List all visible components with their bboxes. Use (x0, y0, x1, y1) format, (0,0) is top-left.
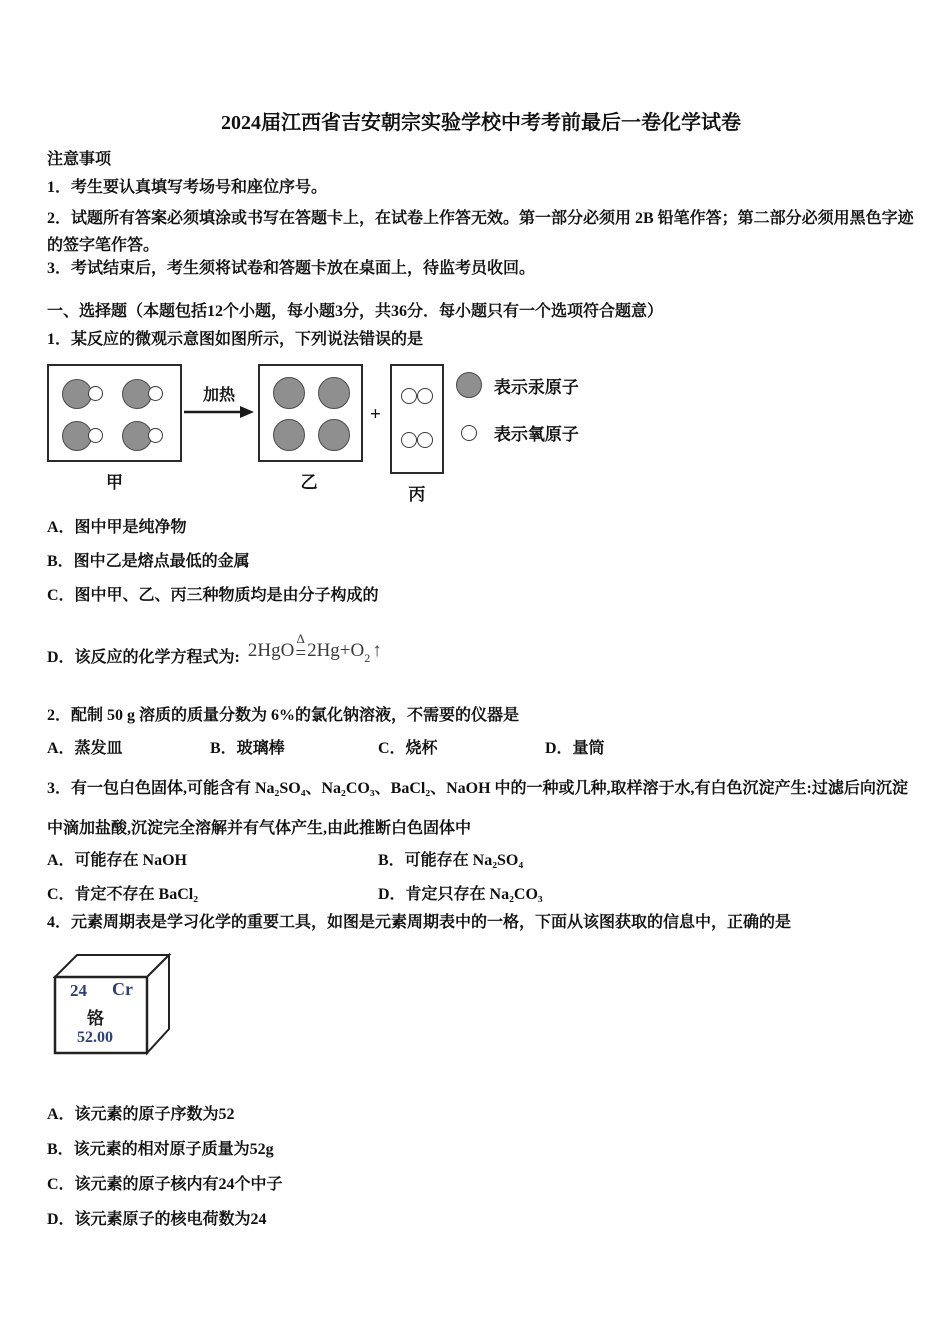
notice-item-1: 1．考生要认真填写考场号和座位序号。 (47, 179, 328, 196)
equation-rhs: 2Hg+O (307, 640, 365, 661)
q2-option-d: D．量筒 (545, 740, 605, 757)
oxygen-legend-label: 表示氧原子 (493, 425, 579, 444)
section-1-heading: 一、选择题（本题包括12个小题，每小题3分，共36分．每小题只有一个选项符合题意） (47, 303, 664, 320)
element-atomic-mass: 52.00 (77, 1029, 113, 1046)
q1-option-d (47, 618, 915, 668)
arrow-condition-label: 加热 (202, 387, 235, 404)
equation-condition (295, 632, 306, 662)
chemical-equation (247, 631, 382, 665)
notice-heading: 注意事项 (47, 151, 112, 168)
right-arrow-icon (184, 405, 254, 419)
mercury-oxide-molecule-icon (62, 421, 108, 451)
mercury-atom-icon (318, 377, 350, 409)
q3-option-d: D．肯定只存在 Na₂CO₃ (378, 886, 543, 903)
mercury-legend-label: 表示汞原子 (493, 377, 579, 397)
paper-title: 2024届江西省吉安朝宗实验学校中考考前最后一卷化学试卷 (221, 112, 741, 134)
periodic-table-cell (47, 949, 177, 1061)
q2-option-a: A．蒸发皿 (47, 740, 123, 757)
delta-symbol: Δ (296, 631, 305, 646)
q1-option-d-label: D．该反应的化学方程式为: (47, 649, 240, 666)
mercury-atom-legend-icon (456, 372, 482, 398)
reaction-arrow-group (183, 364, 255, 419)
q1-option-c: C．图中甲、乙、丙三种物质均是由分子构成的 (47, 587, 379, 604)
question-4-stem: 4．元素周期表是学习化学的重要工具，如图是元素周期表中的一格，下面从该图获取的信息中，正确的是 (47, 914, 792, 931)
mercury-oxide-molecule-icon (122, 379, 168, 409)
element-atomic-number: 24 (70, 981, 87, 1000)
gas-up-arrow: ↑ (372, 640, 382, 661)
product-box-bing (390, 364, 444, 474)
plus-sign: + (370, 404, 381, 425)
q2-option-c: C．烧杯 (378, 740, 438, 757)
box-label-bing: 丙 (408, 485, 426, 504)
equation-subscript: 2 (364, 651, 371, 665)
notice-item-2: 2．试题所有答案必须填涂或书写在答题卡上，在试卷上作答无效。第一部分必须用 2B 铅笔作答；第二部分必须用黑色字迹的签字笔作答。 (47, 210, 914, 254)
mercury-atom-icon (273, 419, 305, 451)
q1-option-b: B．图中乙是熔点最低的金属 (47, 553, 250, 570)
q4-option-c: C．该元素的原子核内有24个中子 (47, 1176, 283, 1193)
equals-sign: = (295, 643, 307, 664)
q3-option-c: C．肯定不存在 BaCl₂ (47, 886, 199, 903)
mercury-oxide-molecule-icon (122, 421, 168, 451)
q4-option-b: B．该元素的相对原子质量为52g (47, 1141, 274, 1158)
q1-option-a: A．图中甲是纯净物 (47, 519, 187, 536)
notice-item-3: 3．考试结束后，考生须将试卷和答题卡放在桌面上，待监考员收回。 (47, 260, 536, 277)
equation-lhs: 2HgO (247, 640, 295, 661)
q4-option-a: A．该元素的原子序数为52 (47, 1106, 235, 1123)
diagram-legend (456, 364, 579, 445)
element-symbol: Cr (112, 979, 133, 999)
q3-option-a: A．可能存在 NaOH (47, 852, 188, 869)
oxygen-molecule-icon (401, 388, 434, 404)
box-label-yi: 乙 (300, 473, 318, 492)
question-3-stem: 3．有一包白色固体,可能含有 Na₂SO₄、Na₂CO₃、BaCl₂、NaOH 中的一种或几种,取样溶于水,有白色沉淀产生:过滤后向沉淀中滴加盐酸,沉淀完全溶解并有气体产生,由此推断白色固体中 (47, 780, 908, 837)
reactant-box-jia (47, 364, 182, 462)
oxygen-molecule-icon (401, 432, 434, 448)
question-2-stem: 2．配制 50 g 溶质的质量分数为 6%的氯化钠溶液，不需要的仪器是 (47, 707, 520, 724)
q4-option-d: D．该元素原子的核电荷数为24 (47, 1211, 267, 1228)
q1-reaction-diagram (47, 364, 915, 504)
q2-option-b: B．玻璃棒 (210, 740, 285, 757)
mercury-atom-icon (273, 377, 305, 409)
q3-option-b: B．可能存在 Na₂SO₄ (378, 852, 524, 869)
question-1-stem: 1．某反应的微观示意图如图所示，下列说法错误的是 (47, 331, 424, 348)
element-name: 铬 (87, 1009, 104, 1028)
mercury-atom-icon (318, 419, 350, 451)
box-label-jia: 甲 (106, 473, 123, 492)
oxygen-atom-legend-icon (461, 425, 477, 441)
product-box-yi (258, 364, 363, 462)
mercury-oxide-molecule-icon (62, 379, 108, 409)
